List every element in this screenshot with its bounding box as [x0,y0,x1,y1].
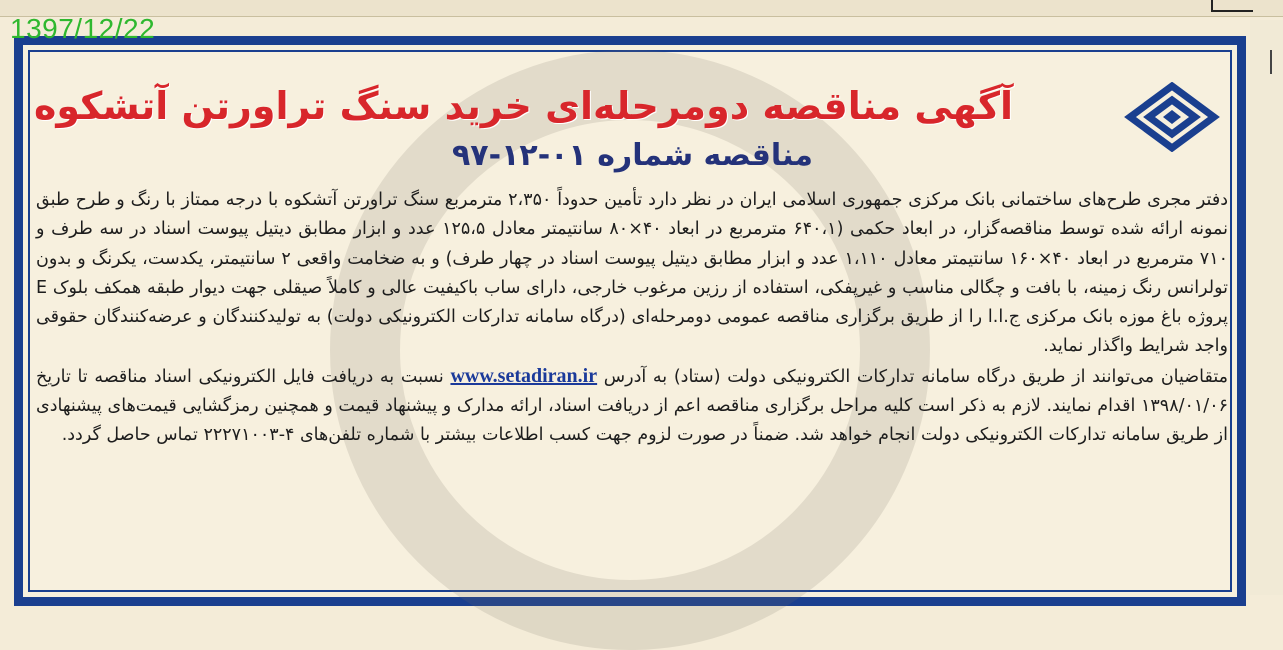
right-page-margin [1250,20,1283,595]
adjacent-ad-border [1211,0,1253,12]
tender-number: مناقصه شماره ۰۱-۱۲-۹۷ [451,138,813,173]
setadiran-link[interactable]: www.setadiran.ir [450,364,598,387]
ad-body [36,186,1228,451]
margin-mark [1270,50,1272,74]
instructions-details: نسبت به دریافت فایل الکترونیکی اسناد مناقصه تا تاریخ ۱۳۹۸/۰۱/۰۶ اقدام نمایند. لازم به ذکر است کلیه مراحل برگزاری مناقصه اعم از دریافت اسناد، ارائه مدارک و پیشنهاد قیمت و همچنین رمزگشایی قیمت‌های پیشنهادی از طریق سامانه تدارکات الکترونیکی دولت انجام خواهد شد. ضمناً در صورت لزوم جهت کسب اطلاعات بیشتر با شماره تلفن‌های ۴-۲۲۲۷۱۰۰۳ تماس حاصل گردد. [36,366,1228,446]
submission-instructions [36,362,1228,451]
ad-title: آگهی مناقصه دومرحله‌ای خرید سنگ تراورتن آتشکوه [33,84,1013,128]
tender-description: دفتر مجری طرح‌های ساختمانی بانک مرکزی جمهوری اسلامی ایران در نظر دارد تأمین حدوداً ۲،۳۵۰ مترمربع سنگ تراورتن آتشکوه با درجه ممتاز با رنگ و طرح طبق نمونه ارائه شده توسط مناقصه‌گزار، در ابعاد حکمی (۶۴۰،۱ مترمربع در ابعاد ۴۰×۸۰ سانتیمتر معادل ۱۲۵،۵ عدد و ابزار مطابق دیتیل پیوست اسناد در سه طرف و ۷۱۰ مترمربع در ابعاد ۴۰×۱۶۰ سانتیمتر معادل ۱،۱۱۰ عدد و ابزار مطابق دیتیل پیوست اسناد در چهار طرف) و به ضخامت واقعی ۲ سانتیمتر، یکدست، یکرنگ و بدون تولرانس رنگ زمینه، با بافت و چگالی مناسب و غیرپفکی، استفاده از رزین مرغوب خارجی، دارای ساب باکیفیت عالی و کاملاً صیقلی جهت دیوار طبقه همکف بلوک E پروژه باغ موزه بانک مرکزی ج.ا.ا را از طریق برگزاری مناقصه عمومی دومرحله‌ای (درگاه سامانه تدارکات الکترونیکی دولت) به تولیدکنندگان و عرضه‌کنندگان حقوقی واجد شرایط واگذار نماید. [36,190,1229,357]
instructions-intro: متقاضیان می‌توانند از طریق درگاه سامانه تدارکات الکترونیکی دولت (ستاد) به آدرس [597,366,1228,387]
date-stamp: 1397/12/22 [10,13,156,44]
top-page-strip [0,0,1283,17]
bank-emblem-icon [1122,82,1222,152]
